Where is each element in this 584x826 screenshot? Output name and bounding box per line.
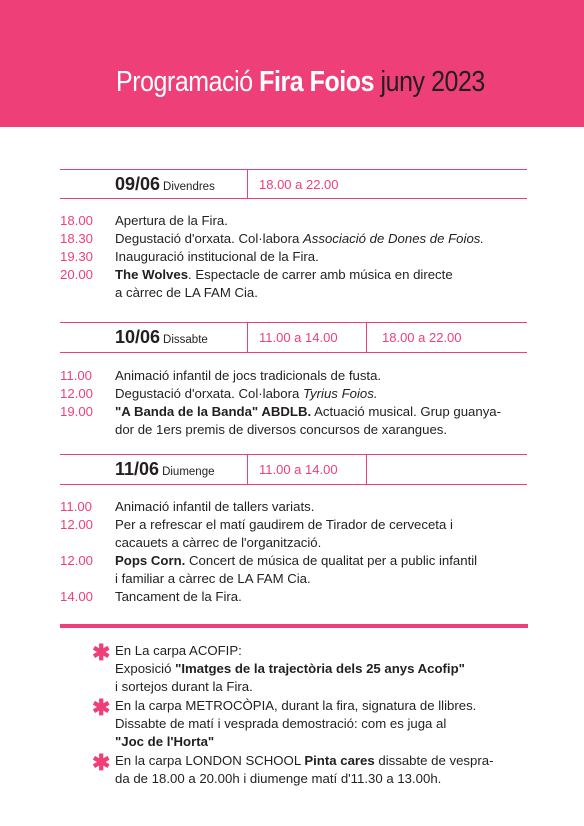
title-part-3: juny 2023 [380, 66, 485, 98]
asterisk-icon: ✱ [92, 640, 111, 665]
day-date: 11/06 Diumenge [115, 459, 215, 479]
time-slot: 11.00 a 14.00 [259, 462, 338, 477]
section-divider [60, 624, 528, 628]
title-part-2: Fira Foios [259, 66, 375, 98]
day-header [60, 169, 527, 199]
time-slot: 11.00 a 14.00 [259, 330, 338, 345]
day-date: 09/06 Divendres [115, 174, 215, 194]
time-slot: 18.00 a 22.00 [382, 330, 462, 345]
time-slot: 18.00 a 22.00 [259, 177, 339, 192]
day-header [60, 322, 527, 353]
page-title [116, 66, 485, 99]
header-banner [0, 0, 584, 127]
title-part-1: Programació [116, 66, 253, 98]
day-header [60, 454, 527, 485]
day-date: 10/06 Dissabte [115, 327, 208, 347]
asterisk-icon: ✱ [92, 750, 111, 775]
asterisk-icon: ✱ [92, 695, 111, 720]
